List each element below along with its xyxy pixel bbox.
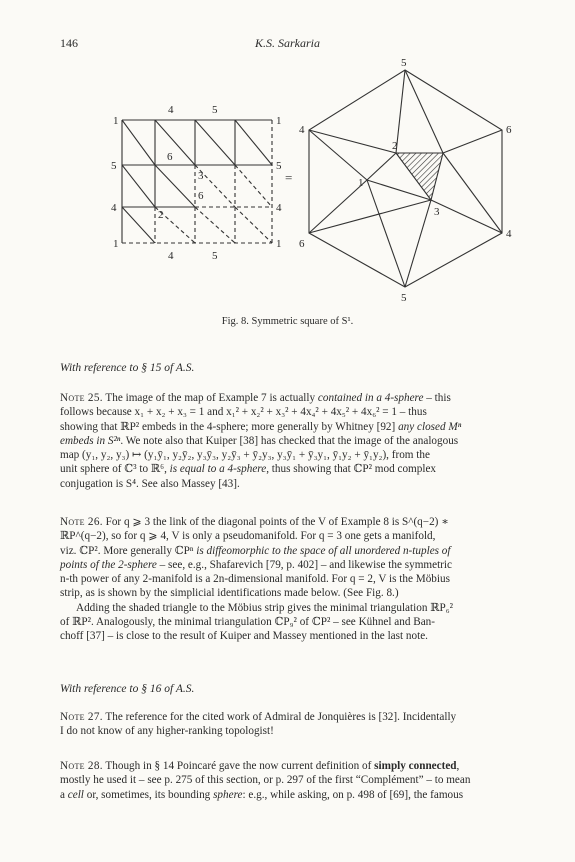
note-26-head: Note 26. [60,516,103,528]
sq-label-tr-1: 1 [276,115,282,127]
note-28: Note 28. Though in § 14 Poincaré gave the now current definition of simply connected, mostly he used it – see p. 275 of this section, or p. 297 of the first “Complément” – to mean a cell or, sometimes, its bounding sphere: e.g., while asking, on p. 498 of [69], the famous [60,760,471,801]
note-25-head: Note 25. [60,392,103,404]
equals-sign: = [285,170,293,185]
sq-label-tl-1: 1 [113,115,119,127]
note-27-head: Note 27. [60,711,103,723]
section-ref-16: With reference to § 16 of A.S. [60,683,195,695]
hex-label-right-4: 4 [506,228,512,240]
sq-label-top-5: 5 [212,104,218,116]
hex-label-left-4: 4 [299,124,305,136]
hexagon-diagram [309,70,502,287]
sq-label-inner-3a: 3 [198,170,204,182]
sq-label-right-4: 4 [276,202,282,214]
sq-label-left-4: 4 [111,202,117,214]
hex-label-inner-2: 2 [392,140,398,152]
note-28-head: Note 28. [60,760,103,772]
running-title: K.S. Sarkaria [254,36,320,50]
figure-8-drawing [95,55,535,315]
hex-label-left-6: 6 [299,238,305,250]
hex-label-bottom-5: 5 [401,292,407,304]
sq-label-left-5: 5 [111,160,117,172]
figure-8 [95,55,535,315]
hex-label-inner-1: 1 [358,177,364,189]
page-number: 146 [60,36,78,50]
hex-label-top-5: 5 [401,57,407,69]
sq-label-br-1: 1 [276,238,282,250]
figure-caption: Fig. 8. Symmetric square of S¹. [221,316,354,327]
hex-label-right-6: 6 [506,124,512,136]
sq-label-inner-6a: 6 [167,151,173,163]
hex-label-inner-3: 3 [434,206,440,218]
sq-label-bottom-4: 4 [168,250,174,262]
sq-label-top-4: 4 [168,104,174,116]
section-ref-15: With reference to § 15 of A.S. [60,362,195,374]
sq-label-bl-1: 1 [113,238,119,250]
note-25: Note 25. The image of the map of Example 7 is actually contained in a 4-sphere – this follows because x₁ + x₂ + x₃ = 1 and x₁² + x₂² + x₃² + 4x₄² + 4x₅² + 4x₆² = 1 – thus showing that ℝP² embeds in the 4-sphere; more generally by Whitney [92] any closed Mⁿ embeds in S²ⁿ. We note also that Kuiper [38] has checked that the image of the analogous map (y₁, y₂, y₃) ↦ (y₁ȳ₁, y₂ȳ₂, y₃ȳ₃, y₂ȳ₃ + ȳ₂y₃, y₃ȳ₁ + ȳ₃y₁, ȳ₁y₂ + ȳ₁y₂), from the unit sphere of ℂ³ to ℝ⁶, is equal to a 4-sphere, thus showing that ℂP² mod complex conjugation is S⁴. See also Massey [43]. [60,392,462,490]
sq-label-right-5: 5 [276,160,282,172]
sq-label-inner-2: 2 [158,209,164,221]
note-27: Note 27. The reference for the cited work of Admiral de Jonquières is [32]. Incidentally I do not know of any higher-ranking topologist! [60,711,457,738]
sq-label-bottom-5: 5 [212,250,218,262]
sq-label-inner-6b: 6 [198,190,204,202]
note-26: Note 26. For q ⩾ 3 the link of the diagonal points of the V of Example 8 is S^(q−2) ∗ ℝP^(q−2), so for q ⩾ 4, V is only a pseudomanifold. For q = 3 one gets a manifold, viz. ℂP². More generally ℂPⁿ is diffeomorphic to the space of all unordered n-tuples of points of the 2-sphere – see, e.g., Shafarevich [79, p. 402] – and likewise the symmetric n-th power of any 2-manifold is a 2n-dimensional manifold. For q = 2, V is the Möbius strip, as is shown by the simplicial identifications made below. (See Fig. 8.) Adding the shaded triangle to the Möbius strip gives the minimal triangulation ℝP₆² of ℝP². Analogously, the minimal triangulation ℂP₉² of ℂP² – see Kühnel and Ban- choff [37] – is close to the result of Kuiper and Massey mentioned in the last note. [60,516,453,643]
square-diagram [122,120,272,243]
